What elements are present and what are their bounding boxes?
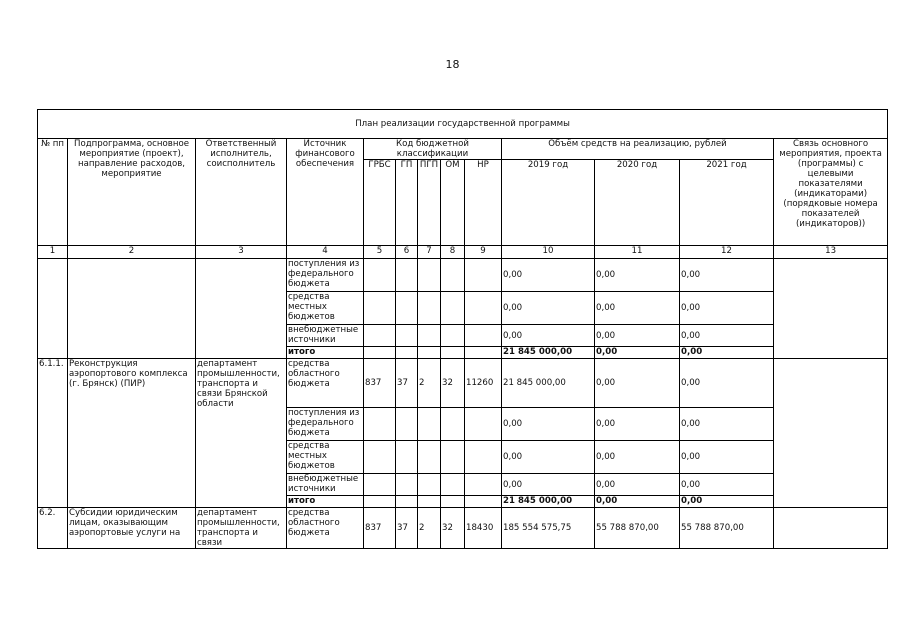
title-row (38, 110, 888, 139)
column-number: 12 (680, 246, 774, 259)
cell-source: внебюджетные источники (287, 325, 364, 347)
cell-responsible (196, 259, 287, 359)
cell-gp: 37 (396, 359, 418, 408)
cell-2019: 0,00 (502, 474, 595, 496)
cell-num (38, 259, 68, 359)
cell-pgp: 2 (418, 508, 441, 549)
cell-name: Субсидии юридическим лицам, оказывающим аэропортовые услуги на (68, 508, 196, 549)
header-grbs: ГРБС (364, 160, 396, 246)
cell-2020: 0,00 (595, 441, 680, 474)
cell-source: итого (287, 496, 364, 508)
table-title: План реализации государственной программы (38, 110, 888, 139)
cell-2021: 0,00 (680, 496, 774, 508)
cell-link (774, 508, 888, 549)
cell-link (774, 259, 888, 359)
column-number: 11 (595, 246, 680, 259)
cell-source: средства местных бюджетов (287, 441, 364, 474)
cell-2020: 0,00 (595, 347, 680, 359)
header-2020: 2020 год (595, 160, 680, 246)
cell-source: внебюджетные источники (287, 474, 364, 496)
cell-name (68, 259, 196, 359)
header-gp: ГП (396, 160, 418, 246)
header-budget-code: Код бюджетной классификации (364, 139, 502, 160)
cell-2021: 0,00 (680, 292, 774, 325)
cell-gp: 37 (396, 508, 418, 549)
column-number: 4 (287, 246, 364, 259)
cell-source: поступления из федерального бюджета (287, 259, 364, 292)
cell-2019: 0,00 (502, 408, 595, 441)
cell-2020: 55 788 870,00 (595, 508, 680, 549)
cell-2019: 21 845 000,00 (502, 496, 595, 508)
header-source: Источник финансового обеспечения (287, 139, 364, 246)
cell-2019: 21 845 000,00 (502, 347, 595, 359)
cell-pgp: 2 (418, 359, 441, 408)
header-row-1 (38, 139, 888, 160)
column-number: 7 (418, 246, 441, 259)
column-number: 13 (774, 246, 888, 259)
cell-2020: 0,00 (595, 325, 680, 347)
cell-2020: 0,00 (595, 292, 680, 325)
cell-source: средства местных бюджетов (287, 292, 364, 325)
column-number: 2 (68, 246, 196, 259)
program-plan-table (37, 109, 888, 549)
cell-num: 6.1.1. (38, 359, 68, 508)
column-number: 5 (364, 246, 396, 259)
cell-2021: 0,00 (680, 259, 774, 292)
cell-2021: 0,00 (680, 359, 774, 408)
column-number-row (38, 246, 888, 259)
cell-2021: 0,00 (680, 441, 774, 474)
header-nr: НР (465, 160, 502, 246)
cell-2021: 55 788 870,00 (680, 508, 774, 549)
cell-link (774, 359, 888, 508)
cell-2019: 185 554 575,75 (502, 508, 595, 549)
header-amount: Объём средств на реализацию, рублей (502, 139, 774, 160)
cell-2019: 21 845 000,00 (502, 359, 595, 408)
cell-2019: 0,00 (502, 325, 595, 347)
table-row (38, 508, 888, 549)
header-name: Подпрограмма, основное мероприятие (проект), направление расходов, мероприятие (68, 139, 196, 246)
cell-2021: 0,00 (680, 347, 774, 359)
column-number: 9 (465, 246, 502, 259)
table-row (38, 359, 888, 408)
cell-2020: 0,00 (595, 496, 680, 508)
cell-responsible: департамент промышленности, транспорта и связи Брянской области (196, 359, 287, 508)
header-responsible: Ответственный исполнитель, соисполнитель (196, 139, 287, 246)
cell-2021: 0,00 (680, 474, 774, 496)
cell-nr: 18430 (465, 508, 502, 549)
column-number: 10 (502, 246, 595, 259)
cell-2021: 0,00 (680, 325, 774, 347)
cell-2019: 0,00 (502, 441, 595, 474)
header-2021: 2021 год (680, 160, 774, 246)
column-number: 3 (196, 246, 287, 259)
cell-nr: 11260 (465, 359, 502, 408)
cell-source: поступления из федерального бюджета (287, 408, 364, 441)
cell-2020: 0,00 (595, 474, 680, 496)
cell-num: 6.2. (38, 508, 68, 549)
cell-name: Реконструкция аэропортового комплекса (г. Брянск) (ПИР) (68, 359, 196, 508)
cell-om: 32 (441, 508, 465, 549)
column-number: 6 (396, 246, 418, 259)
cell-source: средства областного бюджета (287, 508, 364, 549)
cell-grbs: 837 (364, 508, 396, 549)
page-number: 18 (445, 58, 460, 71)
header-link: Связь основного мероприятия, проекта (программы) с целевыми показателями (индикаторами) (порядковые номера показателей (индикаторов)) (774, 139, 888, 246)
cell-grbs: 837 (364, 359, 396, 408)
column-number: 8 (441, 246, 465, 259)
cell-2019: 0,00 (502, 259, 595, 292)
cell-responsible: департамент промышленности, транспорта и связи (196, 508, 287, 549)
cell-2020: 0,00 (595, 359, 680, 408)
cell-2020: 0,00 (595, 259, 680, 292)
cell-2019: 0,00 (502, 292, 595, 325)
header-num: № пп (38, 139, 68, 246)
header-2019: 2019 год (502, 160, 595, 246)
column-number: 1 (38, 246, 68, 259)
cell-2020: 0,00 (595, 408, 680, 441)
header-om: ОМ (441, 160, 465, 246)
table-row (38, 259, 888, 292)
cell-source: средства областного бюджета (287, 359, 364, 408)
header-pgp: ПГП (418, 160, 441, 246)
cell-2021: 0,00 (680, 408, 774, 441)
cell-om: 32 (441, 359, 465, 408)
cell-source: итого (287, 347, 364, 359)
